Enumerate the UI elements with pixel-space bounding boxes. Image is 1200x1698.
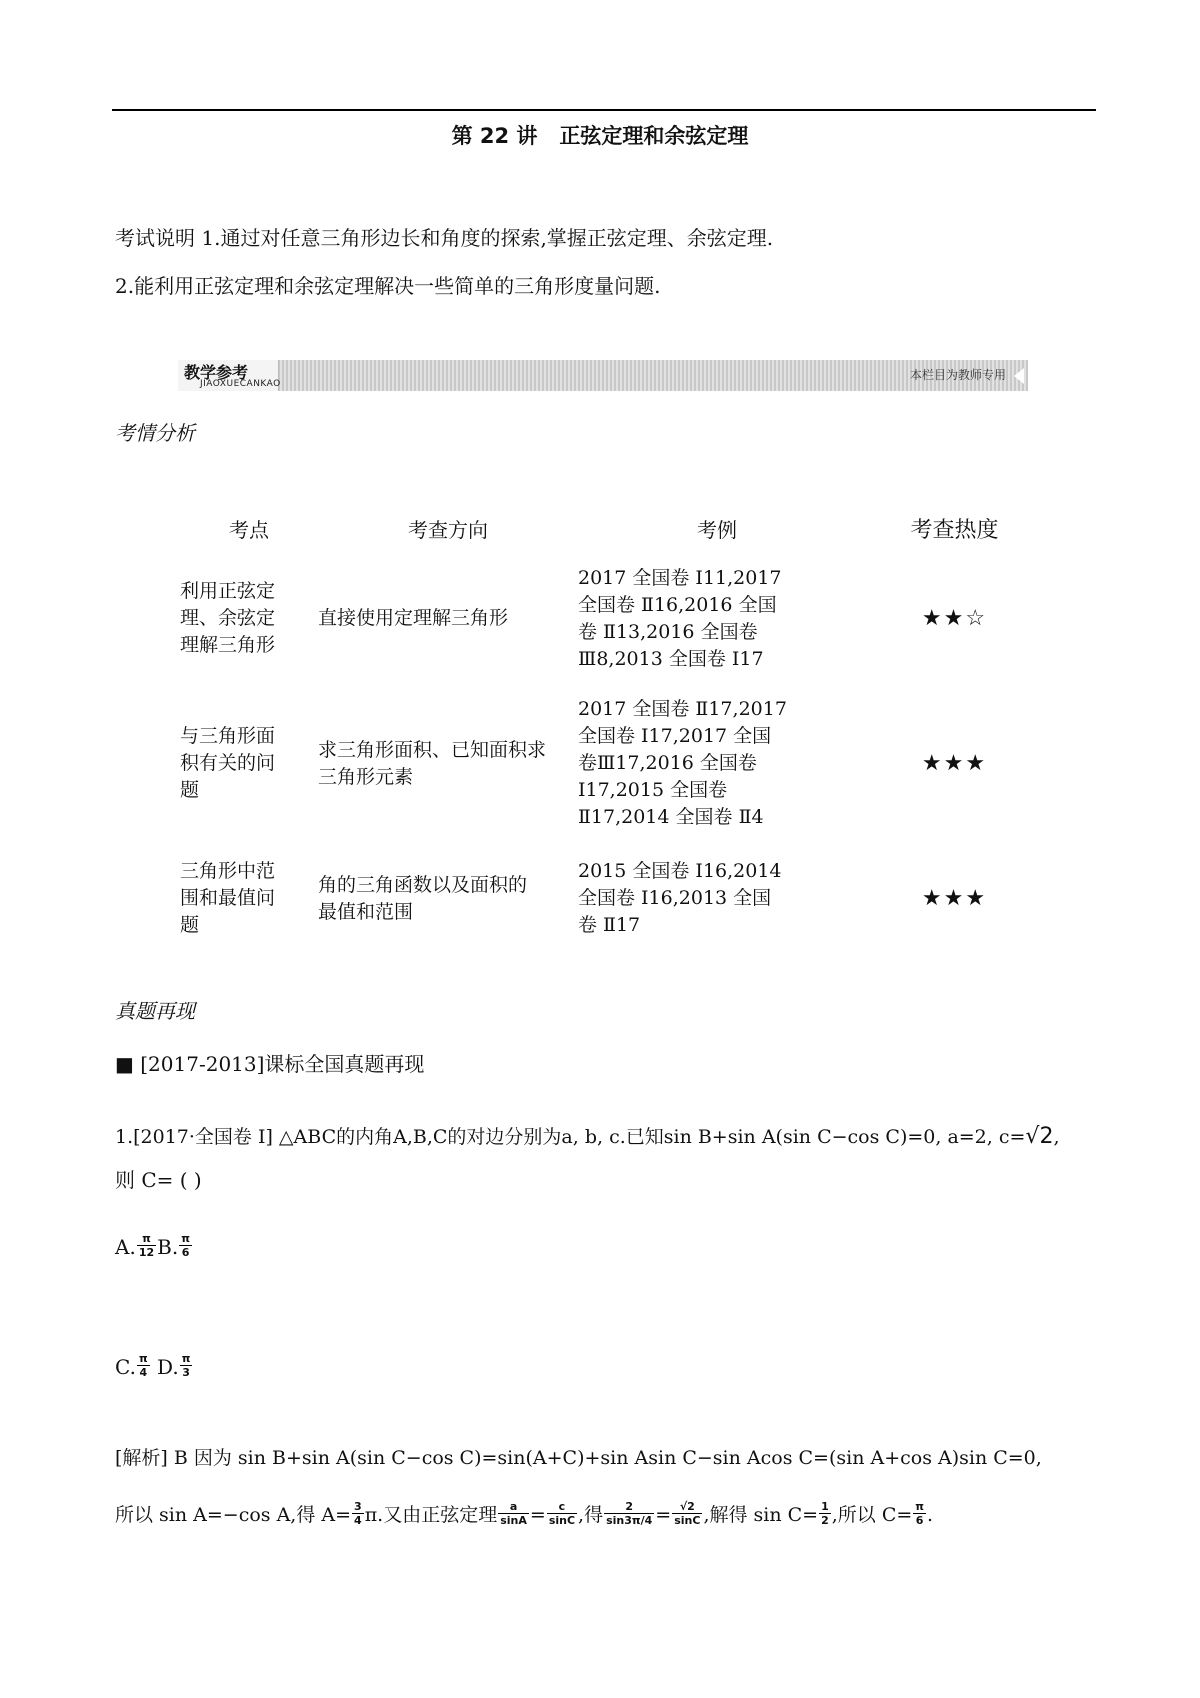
solution-line1: [解析] B 因为 sin B+sin A(sin C−cos C)=sin(A+C)+sin Asin C−sin Acos C=(sin A+cos A)sin C=0,	[115, 1447, 1042, 1469]
option-c-label: C.	[115, 1355, 136, 1379]
cell-line: Ⅲ8,2013 全国卷 Ⅰ17	[578, 647, 764, 670]
cell-examples	[578, 551, 856, 686]
option-c-fraction	[137, 1352, 150, 1379]
col-header-point: 考点	[229, 517, 269, 542]
question-stem-end: ,	[1053, 1126, 1060, 1148]
cell-point	[180, 686, 318, 841]
solution-text: ,得	[578, 1504, 604, 1526]
cell-line: 最值和范围	[318, 900, 414, 923]
question-1-line1	[115, 1122, 1059, 1149]
fraction-sqrt2-over-sinC	[672, 1500, 702, 1527]
lecture-number: 第 22 讲	[451, 124, 538, 148]
banner-title: 教学参考	[184, 363, 249, 382]
table-row	[180, 551, 1053, 686]
frac-den: sinC	[674, 1514, 701, 1527]
cell-line: Ⅰ17,2015 全国卷	[578, 779, 728, 801]
sqrt-two: √2	[1025, 1124, 1054, 1149]
solution-text: ,解得 sin C=	[703, 1504, 819, 1526]
question-stem: 1.[2017·全国卷 Ⅰ] △ABC的内角A,B,C的对边分别为a, b, c.已知sin B+sin A(sin C−cos C)=0, a=2, c=	[115, 1126, 1026, 1148]
cell-line: 理解三角形	[180, 634, 276, 656]
frac-den: sin3π/4	[606, 1514, 653, 1527]
cell-heat-stars: ★★★	[921, 751, 988, 776]
fraction-one-half	[819, 1500, 831, 1527]
fraction-pi-over-6	[913, 1500, 926, 1527]
cell-line: 角的三角函数以及面积的	[318, 873, 528, 896]
exam-analysis-table	[180, 505, 1053, 956]
frac-num: π	[181, 1232, 190, 1245]
cell-direction	[318, 551, 578, 686]
banner-arrow-icon	[1014, 368, 1024, 384]
cell-point	[180, 551, 318, 686]
frac-num: 2	[604, 1500, 654, 1514]
col-header-direction: 考查方向	[408, 517, 488, 542]
cell-line: 与三角形面	[180, 725, 276, 747]
frac-num: 1	[821, 1500, 829, 1513]
frac-num: π	[181, 1352, 191, 1365]
cell-line: 2015 全国卷 Ⅰ16,2014	[578, 860, 782, 882]
cell-direction	[318, 686, 578, 841]
cell-line: 积有关的问	[180, 752, 276, 774]
cell-line: 全国卷 Ⅰ16,2013 全国	[578, 887, 772, 909]
frac-den: 3	[182, 1366, 190, 1379]
equals-sign: =	[655, 1504, 672, 1526]
banner-label-box	[178, 360, 279, 391]
cell-line: 卷Ⅲ17,2016 全国卷	[578, 752, 757, 774]
fraction-2-over-sin	[604, 1500, 654, 1527]
fraction-c-over-sinC	[547, 1500, 577, 1527]
frac-num: √2	[672, 1500, 702, 1514]
cell-examples	[578, 841, 856, 956]
option-d-label: D.	[150, 1355, 179, 1379]
cell-heat-stars: ★★★	[921, 886, 988, 911]
cell-line: 2017 全国卷 Ⅱ17,2017	[578, 698, 787, 720]
cell-line: 卷 Ⅱ13,2016 全国卷	[578, 620, 758, 643]
teaching-reference-banner	[178, 360, 1028, 391]
frac-num: 3	[354, 1500, 362, 1513]
options-row-cd	[115, 1352, 193, 1379]
cell-line: 2017 全国卷 Ⅰ11,2017	[578, 566, 782, 589]
cell-line: 卷 Ⅱ17	[578, 914, 641, 936]
cell-line: 三角形元素	[318, 765, 414, 788]
lecture-topic: 正弦定理和余弦定理	[559, 124, 749, 148]
solution-line2	[115, 1500, 933, 1527]
cell-point	[180, 841, 318, 956]
table-row	[180, 686, 1053, 841]
option-d-fraction	[180, 1352, 193, 1379]
banner-pinyin: JIAOXUECANKAO	[200, 379, 281, 389]
solution-text: π.又由正弦定理	[364, 1504, 498, 1526]
table-row	[180, 841, 1053, 956]
cell-line: 题	[180, 779, 200, 801]
cell-line: 围和最值问	[180, 887, 276, 909]
cell-line: 利用正弦定	[180, 580, 276, 602]
question-1-line2: 则 C= ( )	[115, 1168, 202, 1192]
solution-text: .	[926, 1504, 934, 1526]
fraction-three-quarters	[352, 1500, 364, 1527]
frac-den: sinA	[500, 1514, 527, 1527]
frac-den: 6	[181, 1246, 190, 1259]
banner-note: 本栏目为教师专用	[909, 368, 1006, 382]
exam-note-line2: 2.能利用正弦定理和余弦定理解决一些简单的三角形度量问题.	[115, 274, 661, 298]
section-heading-analysis: 考情分析	[115, 421, 195, 445]
frac-num: π	[138, 1352, 148, 1365]
equals-sign: =	[529, 1504, 546, 1526]
frac-num: a	[498, 1500, 529, 1514]
solution-text: ,所以 C=	[831, 1504, 913, 1526]
fraction-a-over-sinA	[498, 1500, 529, 1527]
table-header-row	[180, 505, 1053, 551]
section-heading-real-questions: 真题再现	[115, 999, 195, 1023]
frac-den: 4	[354, 1514, 362, 1527]
frac-den: 4	[139, 1366, 148, 1379]
option-b-label: B.	[157, 1235, 179, 1259]
frac-den: sinC	[548, 1514, 576, 1527]
col-header-heat: 考查热度	[910, 517, 999, 543]
frac-den: 6	[915, 1514, 924, 1527]
frac-num: π	[915, 1500, 924, 1513]
col-header-examples: 考例	[697, 517, 737, 542]
cell-line: Ⅱ17,2014 全国卷 Ⅱ4	[578, 806, 764, 828]
solution-text: 所以 sin A=−cos A,得 A=	[115, 1504, 352, 1526]
top-rule	[112, 109, 1096, 111]
cell-line: 全国卷 Ⅱ16,2016 全国	[578, 593, 777, 616]
cell-examples	[578, 686, 856, 841]
options-row-ab	[115, 1232, 193, 1259]
page-title	[0, 120, 1200, 150]
subsection-heading: ■ [2017-2013]课标全国真题再现	[115, 1052, 425, 1076]
cell-heat-stars: ★★☆	[921, 606, 988, 631]
option-a-label: A.	[115, 1235, 136, 1259]
option-b-fraction	[179, 1232, 192, 1259]
cell-line: 求三角形面积、已知面积求	[318, 738, 547, 761]
cell-line: 三角形中范	[180, 860, 276, 882]
frac-den: 2	[821, 1514, 829, 1527]
option-a-fraction	[137, 1232, 156, 1259]
cell-line: 全国卷 Ⅰ17,2017 全国	[578, 725, 772, 747]
cell-direction	[318, 841, 578, 956]
cell-line: 理、余弦定	[180, 607, 276, 629]
cell-line: 题	[180, 914, 200, 936]
cell-line: 直接使用定理解三角形	[318, 607, 509, 629]
frac-num: π	[137, 1232, 156, 1246]
frac-den: 12	[138, 1246, 155, 1259]
frac-num: c	[547, 1500, 577, 1514]
exam-note-line1: 考试说明 1.通过对任意三角形边长和角度的探索,掌握正弦定理、余弦定理.	[115, 226, 774, 250]
